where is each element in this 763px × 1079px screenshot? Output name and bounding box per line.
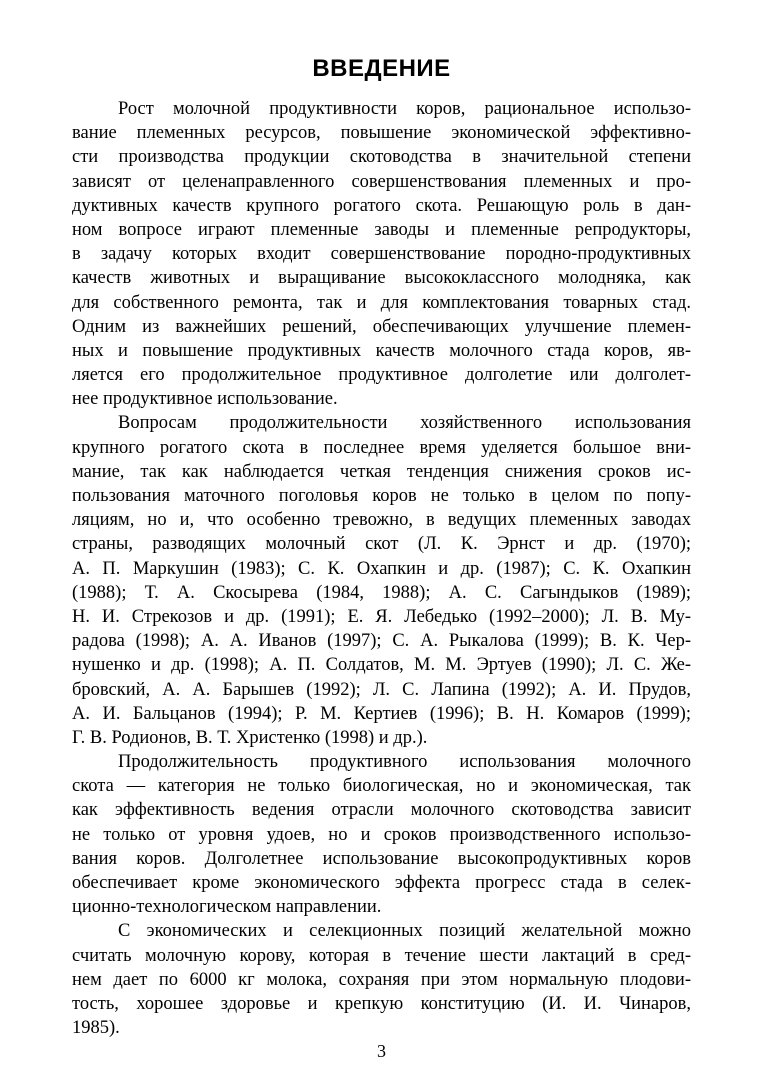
text-line: мание, так как наблюдается четкая тенденция снижения сроков ис- — [72, 461, 691, 482]
text-line: ном вопросе играют племенные заводы и племенные репродукторы, — [72, 219, 691, 240]
text-line: для собственного ремонта, так и для комплектования товарных стад. — [72, 292, 691, 313]
text-line: вания коров. Долголетнее использование высокопродуктивных коров — [72, 848, 691, 869]
text-line: в задачу которых входит совершенствование породно-продуктивных — [72, 244, 691, 265]
text-line: ных и повышение продуктивных качеств молочного стада коров, яв- — [72, 340, 691, 361]
text-line: обеспечивает кроме экономического эффекта прогресс стада в селек- — [72, 873, 691, 893]
text-line: 1985). — [72, 1018, 120, 1039]
page-title: ВВЕДЕНИЕ — [312, 55, 451, 82]
text-line: сти производства продукции скотоводства в значительной степени — [72, 147, 691, 168]
text-line: не только от уровня удоев, но и сроков производственного использо- — [72, 824, 691, 845]
page-number: 3 — [377, 1041, 386, 1061]
text-line: вание племенных ресурсов, повышение экономической эффективно- — [72, 123, 691, 144]
text-line: считать молочную корову, которая в течение шести лактаций в сред- — [72, 945, 691, 966]
text-line: ляется его продолжительное продуктивное долголетие или долголет- — [72, 365, 691, 386]
text-line: нушенко и др. (1998); А. П. Солдатов, М. М. Эртуев (1990); Л. С. Же- — [72, 655, 691, 676]
text-line: нее продуктивное использование. — [72, 389, 338, 410]
text-line: радова (1998); А. А. Иванов (1997); С. А. Рыкалова (1999); В. К. Чер- — [72, 631, 691, 652]
text-line: крупного рогатого скота в последнее время уделяется большое вни- — [72, 437, 691, 458]
text-line: страны, разводящих молочный скот (Л. К. Эрнст и др. (1970); — [72, 534, 691, 555]
text-line: дуктивных качеств крупного рогатого скота. Решающую роль в дан- — [72, 195, 691, 216]
text-line: как эффективность ведения отрасли молочного скотоводства зависит — [72, 800, 691, 821]
text-line: Вопросам продолжительности хозяйственного использования — [118, 413, 691, 434]
text-line: Продолжительность продуктивного использования молочного — [118, 752, 691, 773]
text-line: скота — категория не только биологическая, но и экономическая, так — [72, 776, 691, 797]
body-text — [72, 97, 691, 1040]
paragraph-3 — [72, 750, 691, 919]
text-line: ляциям, но и, что особенно тревожно, в ведущих племенных заводах — [72, 510, 691, 531]
text-line: (1988); Т. А. Скосырева (1984, 1988); А. С. Сагындыков (1989); — [72, 582, 691, 603]
paragraph-4 — [72, 919, 691, 1040]
text-line: А. П. Маркушин (1983); С. К. Охапкин и др. (1987); С. К. Охапкин — [72, 558, 691, 579]
paragraph-2 — [72, 411, 691, 750]
text-line: ционно-технологическом направлении. — [72, 897, 382, 918]
text-line: Г. В. Родионов, В. Т. Христенко (1998) и др.). — [72, 727, 428, 748]
text-line: Н. И. Стрекозов и др. (1991); Е. Я. Лебедько (1992–2000); Л. В. Му- — [72, 606, 691, 627]
text-line: качеств животных и выращивание высококлассного молодняка, как — [72, 268, 691, 289]
text-line: С экономических и селекционных позиций желательной можно — [118, 921, 691, 942]
text-line: пользования маточного поголовья коров не только в целом по попу- — [72, 486, 691, 506]
text-line: нем дает по 6000 кг молока, сохраняя при этом нормальную плодови- — [72, 969, 691, 990]
text-line: бровский, А. А. Барышев (1992); Л. С. Лапина (1992); А. И. Прудов, — [72, 679, 691, 700]
paragraph-1 — [72, 97, 691, 411]
text-line: тость, хорошее здоровье и крепкую конституцию (И. И. Чинаров, — [72, 993, 691, 1014]
text-line: А. И. Бальцанов (1994); Р. М. Кертиев (1996); В. Н. Комаров (1999); — [72, 703, 691, 724]
text-line: Рост молочной продуктивности коров, рациональное использо- — [118, 99, 691, 119]
text-line: Одним из важнейших решений, обеспечивающих улучшение племен- — [72, 316, 691, 337]
text-line: зависят от целенаправленного совершенствования племенных и про- — [72, 171, 691, 192]
